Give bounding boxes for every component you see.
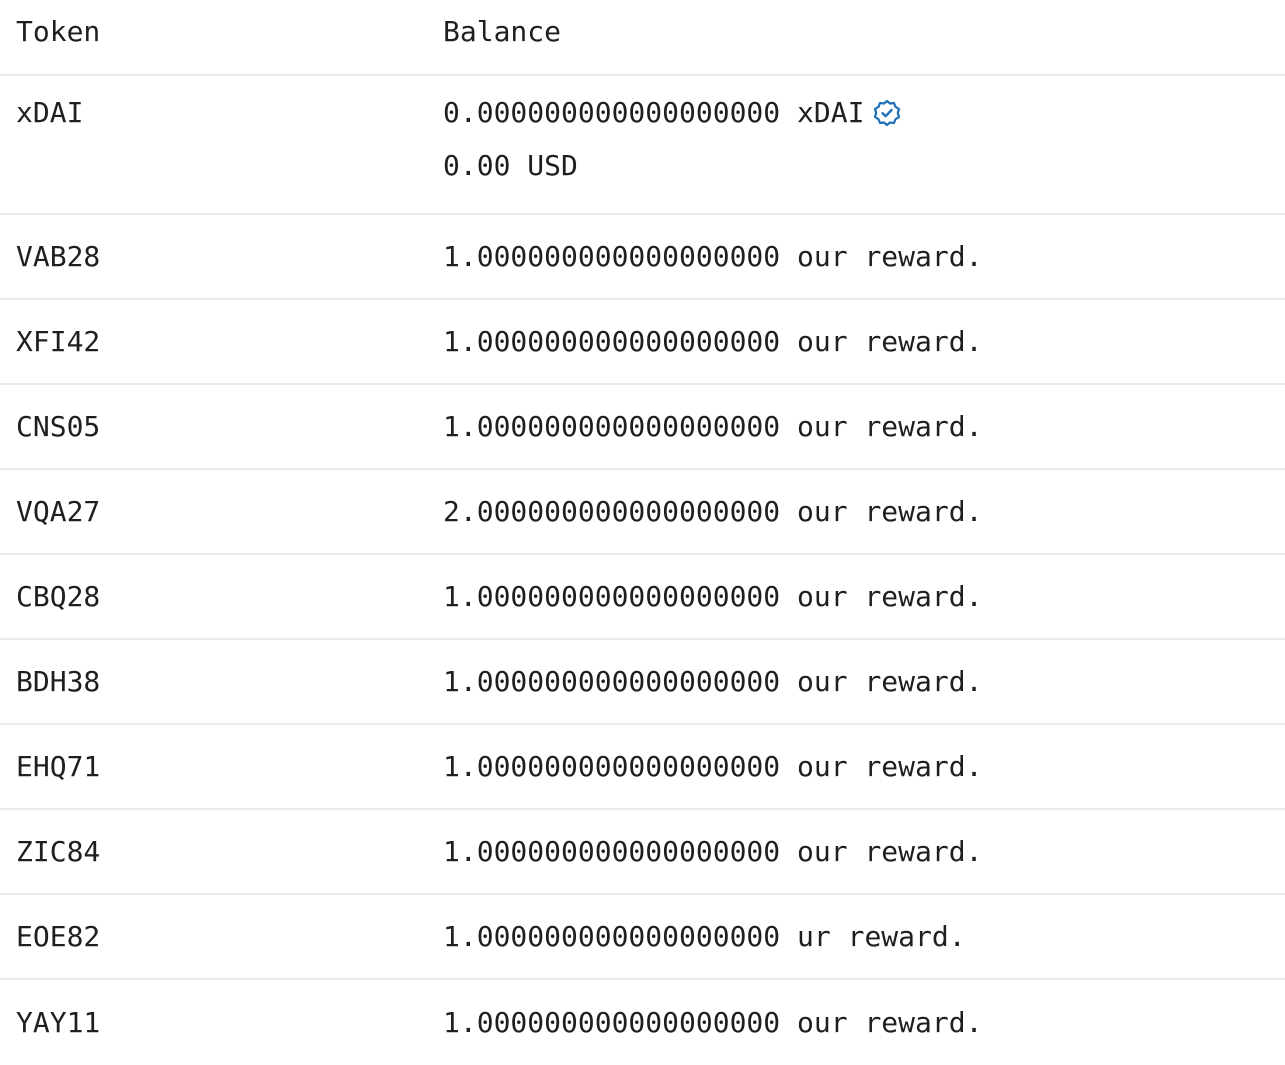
token-unit: our reward. — [797, 410, 983, 443]
token-unit: our reward. — [797, 1006, 983, 1039]
table-row — [0, 640, 1285, 725]
verified-check-icon — [872, 98, 902, 128]
token-unit: ur reward. — [797, 920, 966, 953]
token-amount: 1.000000000000000000 — [443, 750, 781, 783]
token-amount: 1.000000000000000000 — [443, 1006, 781, 1039]
token-amount: 1.000000000000000000 — [443, 580, 781, 613]
table-row — [0, 810, 1285, 895]
token-symbol[interactable]: XFI42 — [16, 325, 101, 358]
token-symbol[interactable]: CBQ28 — [16, 580, 101, 613]
token-symbol[interactable]: EOE82 — [16, 920, 101, 953]
table-row — [0, 980, 1285, 1065]
token-amount: 1.000000000000000000 — [443, 325, 781, 358]
token-unit: our reward. — [797, 665, 983, 698]
table-row — [0, 725, 1285, 810]
table-row — [0, 215, 1285, 300]
token-amount: 1.000000000000000000 — [443, 240, 781, 273]
token-symbol[interactable]: VAB28 — [16, 240, 101, 273]
token-amount: 1.000000000000000000 — [443, 410, 781, 443]
token-symbol[interactable]: YAY11 — [16, 1006, 101, 1039]
token-unit: our reward. — [797, 495, 983, 528]
token-symbol[interactable]: ZIC84 — [16, 835, 101, 868]
table-header — [0, 0, 1285, 76]
token-amount: 1.000000000000000000 — [443, 920, 781, 953]
token-amount: 1.000000000000000000 — [443, 665, 781, 698]
table-row — [0, 895, 1285, 980]
token-amount: 0.000000000000000000 — [443, 96, 781, 129]
token-symbol[interactable]: VQA27 — [16, 495, 101, 528]
token-amount: 2.000000000000000000 — [443, 495, 781, 528]
token-amount: 1.000000000000000000 — [443, 835, 781, 868]
header-token: Token — [16, 15, 101, 48]
table-row — [0, 76, 1285, 215]
table-row — [0, 470, 1285, 555]
token-unit: xDAI — [797, 96, 865, 129]
token-unit: our reward. — [797, 750, 983, 783]
token-symbol[interactable]: xDAI — [16, 96, 84, 129]
token-symbol[interactable]: BDH38 — [16, 665, 101, 698]
usd-value: 0.00 USD — [443, 149, 578, 182]
header-balance: Balance — [443, 15, 562, 48]
token-symbol[interactable]: EHQ71 — [16, 750, 101, 783]
token-symbol[interactable]: CNS05 — [16, 410, 101, 443]
table-row — [0, 555, 1285, 640]
token-unit: our reward. — [797, 835, 983, 868]
table-row — [0, 300, 1285, 385]
token-unit: our reward. — [797, 580, 983, 613]
table-row — [0, 385, 1285, 470]
token-unit: our reward. — [797, 240, 983, 273]
token-unit: our reward. — [797, 325, 983, 358]
